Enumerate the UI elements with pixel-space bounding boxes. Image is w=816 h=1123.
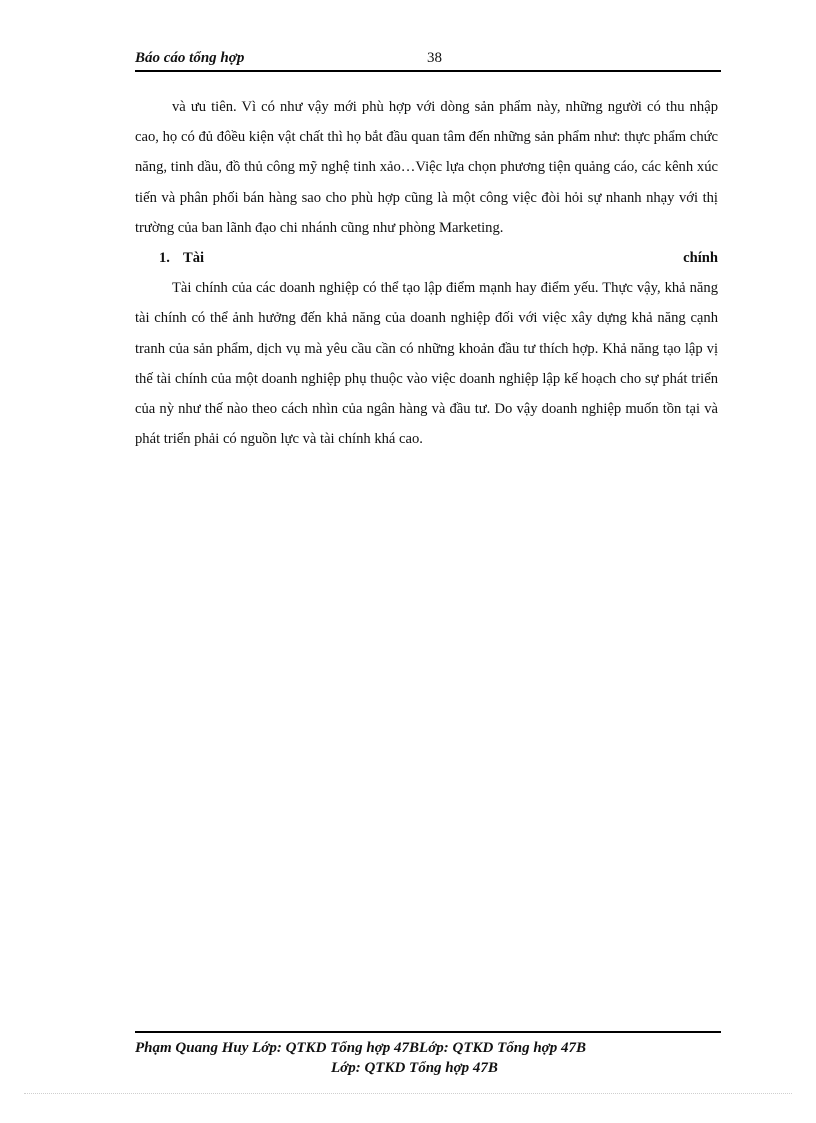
document-title: Báo cáo tổng hợp — [135, 50, 245, 66]
page-header — [135, 48, 721, 72]
section-title-part2: chính — [683, 250, 718, 267]
paragraph: Tài chính của các doanh nghiệp có thể tạo lập điểm mạnh hay điểm yếu. Thực vậy, khả năng tài chính có thể ảnh hưởng đến khả năng của doanh nghiệp đối với việc xây dựng khả năng cạnh tranh của sản phẩm, dịch vụ mà yêu cầu cần có những khoản đầu tư thích hợp. Khả năng tạo lập vị thế tài chính của một doanh nghiệp phụ thuộc vào việc doanh nghiệp lập kế hoạch cho sự phát triển của nỳ như thế nào theo cách nhìn của ngân hàng và đầu tư. Do vậy doanh nghiệp muốn tồn tại và phát triển phải có nguồn lực và tài chính khá cao. — [135, 280, 718, 448]
section-heading — [135, 243, 718, 273]
document-body — [135, 92, 718, 454]
page-number: 38 — [427, 50, 442, 66]
section-title-part1: Tài — [183, 250, 205, 267]
footer-author-class: Phạm Quang Huy Lớp: QTKD Tổng hợp 47BLớp: QTKD Tổng hợp 47B — [135, 1040, 586, 1056]
page-footer — [135, 1031, 721, 1078]
footer-class: Lớp: QTKD Tổng hợp 47B — [331, 1060, 498, 1076]
section-number: 1. — [159, 250, 170, 267]
page-bottom-edge — [24, 1093, 792, 1094]
paragraph: và ưu tiên. Vì có như vậy mới phù hợp với dòng sản phẩm này, những người có thu nhập cao, họ có đủ đôều kiện vật chất thì họ bắt đầu quan tâm đến những sản phẩm như: thực phẩm chức năng, tinh dầu, đồ thủ công mỹ nghệ tinh xảo…Việc lựa chọn phương tiện quảng cáo, các kênh xúc tiến và phân phối bán hàng sao cho phù hợp cũng là một công việc đòi hỏi sự nhanh nhạy với thị trường của ban lãnh đạo chi nhánh cũng như phòng Marketing. — [135, 99, 718, 236]
